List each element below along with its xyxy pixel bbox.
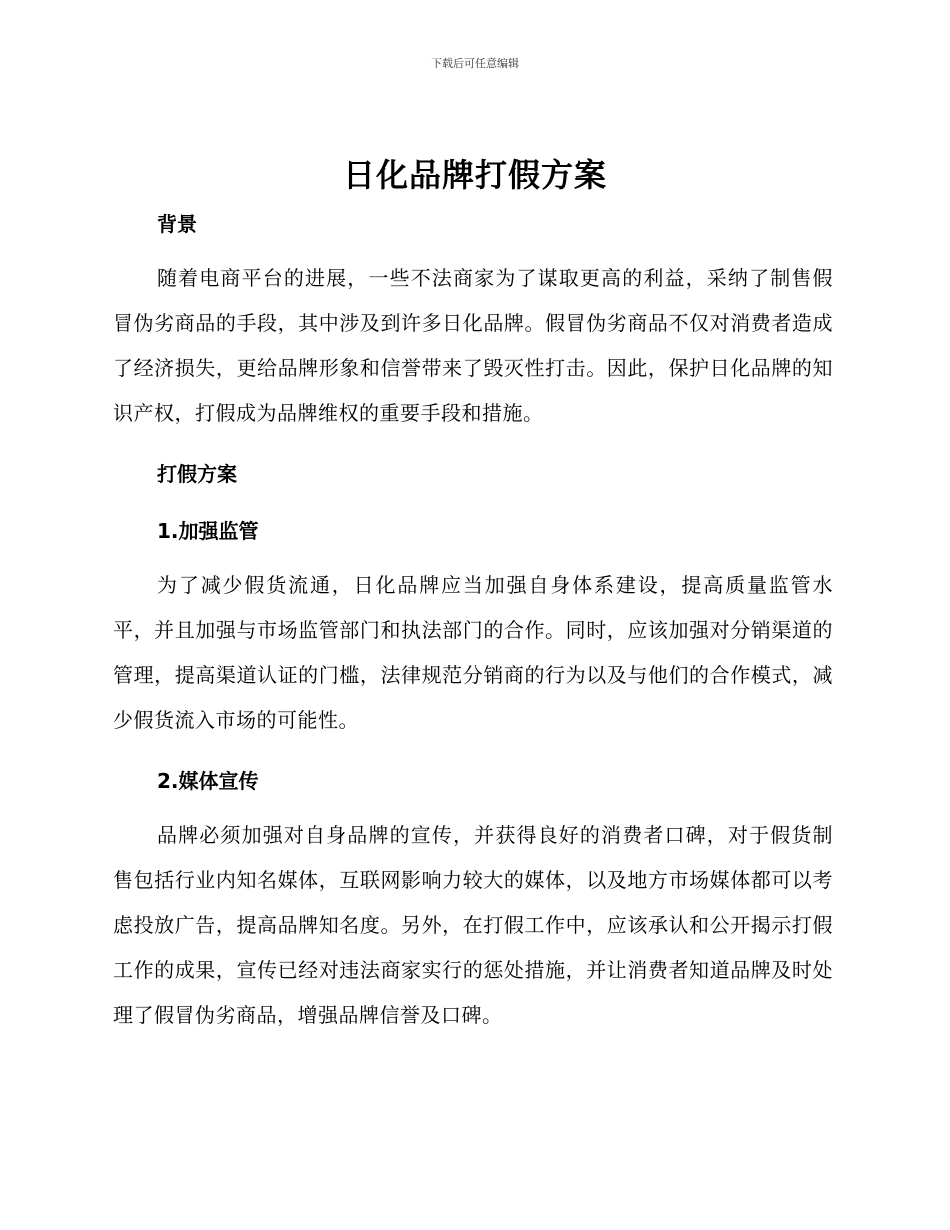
plan-heading: 打假方案 [157,462,237,486]
background-paragraph: 随着电商平台的进展，一些不法商家为了谋取更高的利益，采纳了制售假冒伪劣商品的手段，其中涉及到许多日化品牌。假冒伪劣商品不仅对消费者造成了经济损失，更给品牌形象和信誉带来了毁灭性打击。因此，保护日化品牌的知识产权，打假成为品牌维权的重要手段和措施。 [113,266,833,425]
sub2-heading: 2.媒体宣传 [157,769,259,793]
header-note: 下载后可任意编辑 [431,57,519,70]
background-heading: 背景 [157,212,197,236]
sub1-paragraph: 为了减少假货流通，日化品牌应当加强自身体系建设，提高质量监管水平，并且加强与市场监管部门和执法部门的合作。同时，应该加强对分销渠道的管理，提高渠道认证的门槛，法律规范分销商的行为以及与他们的合作模式，减少假货流入市场的可能性。 [113,573,833,732]
sub2-paragraph: 品牌必须加强对自身品牌的宣传，并获得良好的消费者口碑，对于假货制售包括行业内知名媒体，互联网影响力较大的媒体，以及地方市场媒体都可以考虑投放广告，提高品牌知名度。另外，在打假工作中，应该承认和公开揭示打假工作的成果，宣传已经对违法商家实行的惩处措施，并让消费者知道品牌及时处理了假冒伪劣商品，增强品牌信誉及口碑。 [113,823,833,1027]
sub1-heading: 1.加强监管 [157,519,259,543]
page-title: 日化品牌打假方案 [342,156,607,194]
